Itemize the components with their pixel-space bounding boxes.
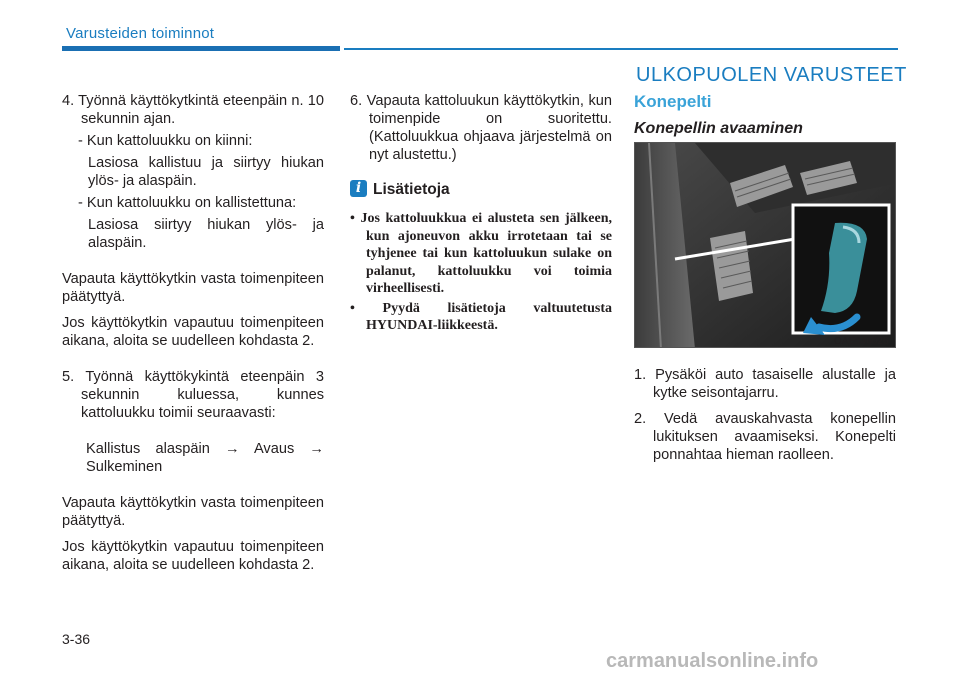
info-item: • Jos kattoluukkua ei alusteta sen jälkeen, kun ajoneuvon akku irrotetaan tai se tyhjenee tai kun kattoluukun sulake on palanut, kattoluukku voi toimia virheellisesti. bbox=[350, 211, 612, 296]
step-5: 5. Työnnä käyttökykintä eteenpäin 3 sekunnin kuluessa, kunnes kattoluukku toimii seuraavasti: bbox=[62, 369, 324, 421]
section-title: Varusteiden toiminnot bbox=[66, 25, 215, 42]
release-note-2: Vapauta käyttökytkin vasta toimenpiteen päätyttyä. bbox=[62, 495, 324, 529]
case-closed-text: Lasiosa kallistuu ja siirtyy hiukan ylös- ja alaspäin. bbox=[88, 155, 324, 189]
restart-note-2: Jos käyttökytkin vapautuu toimenpiteen aikana, aloita se uudelleen kohdasta 2. bbox=[62, 539, 324, 573]
info-item: • Pyydä lisätietoja valtuutetusta HYUNDAI-liikkeestä. bbox=[350, 300, 612, 333]
right-step-2: 2. Vedä avauskahvasta konepellin lukituksen avaamiseksi. Konepelti ponnahtaa hieman raolleen. bbox=[634, 411, 896, 463]
sequence: Kallistus alaspäin → Avaus → Sulkeminen bbox=[86, 441, 324, 475]
header-bar-light bbox=[344, 48, 898, 50]
hood-release-illustration bbox=[635, 143, 896, 348]
watermark: carmanualsonline.info bbox=[606, 650, 819, 672]
middle-column bbox=[350, 92, 612, 164]
photo-code: OAE046026 bbox=[834, 336, 889, 347]
subheading: Konepelti bbox=[634, 92, 712, 111]
release-note-1: Vapauta käyttökytkin vasta toimenpiteen päätyttyä. bbox=[62, 271, 324, 305]
page-number: 3-36 bbox=[62, 631, 91, 647]
section-heading: ULKOPUOLEN VARUSTEET bbox=[636, 64, 907, 86]
left-column bbox=[62, 92, 324, 574]
case-closed-label: - Kun kattoluukku on kiinni: bbox=[78, 133, 253, 149]
right-column-steps bbox=[634, 366, 896, 464]
info-title: Lisätietoja bbox=[373, 181, 450, 198]
step-4: 4. Työnnä käyttökytkintä eteenpäin n. 10 sekunnin ajan. bbox=[62, 93, 324, 127]
case-tilted-text: Lasiosa siirtyy hiukan ylös- ja alaspäin. bbox=[88, 217, 324, 251]
hood-release-photo bbox=[634, 142, 896, 348]
case-tilted-label: - Kun kattoluukku on kallistettuna: bbox=[78, 195, 297, 211]
header-bar-dark bbox=[62, 46, 340, 51]
info-icon: i bbox=[350, 180, 367, 197]
info-list bbox=[350, 210, 612, 337]
step-6: 6. Vapauta kattoluukun käyttökytkin, kun toimenpide on suoritettu. (Kattoluukkua ohjaava järjestelmä on nyt alustettu.) bbox=[350, 93, 612, 163]
right-step-1: 1. Pysäköi auto tasaiselle alustalle ja kytke seisontajarru. bbox=[634, 367, 896, 401]
subsubheading: Konepellin avaaminen bbox=[634, 120, 803, 137]
restart-note-1: Jos käyttökytkin vapautuu toimenpiteen aikana, aloita se uudelleen kohdasta 2. bbox=[62, 315, 324, 349]
